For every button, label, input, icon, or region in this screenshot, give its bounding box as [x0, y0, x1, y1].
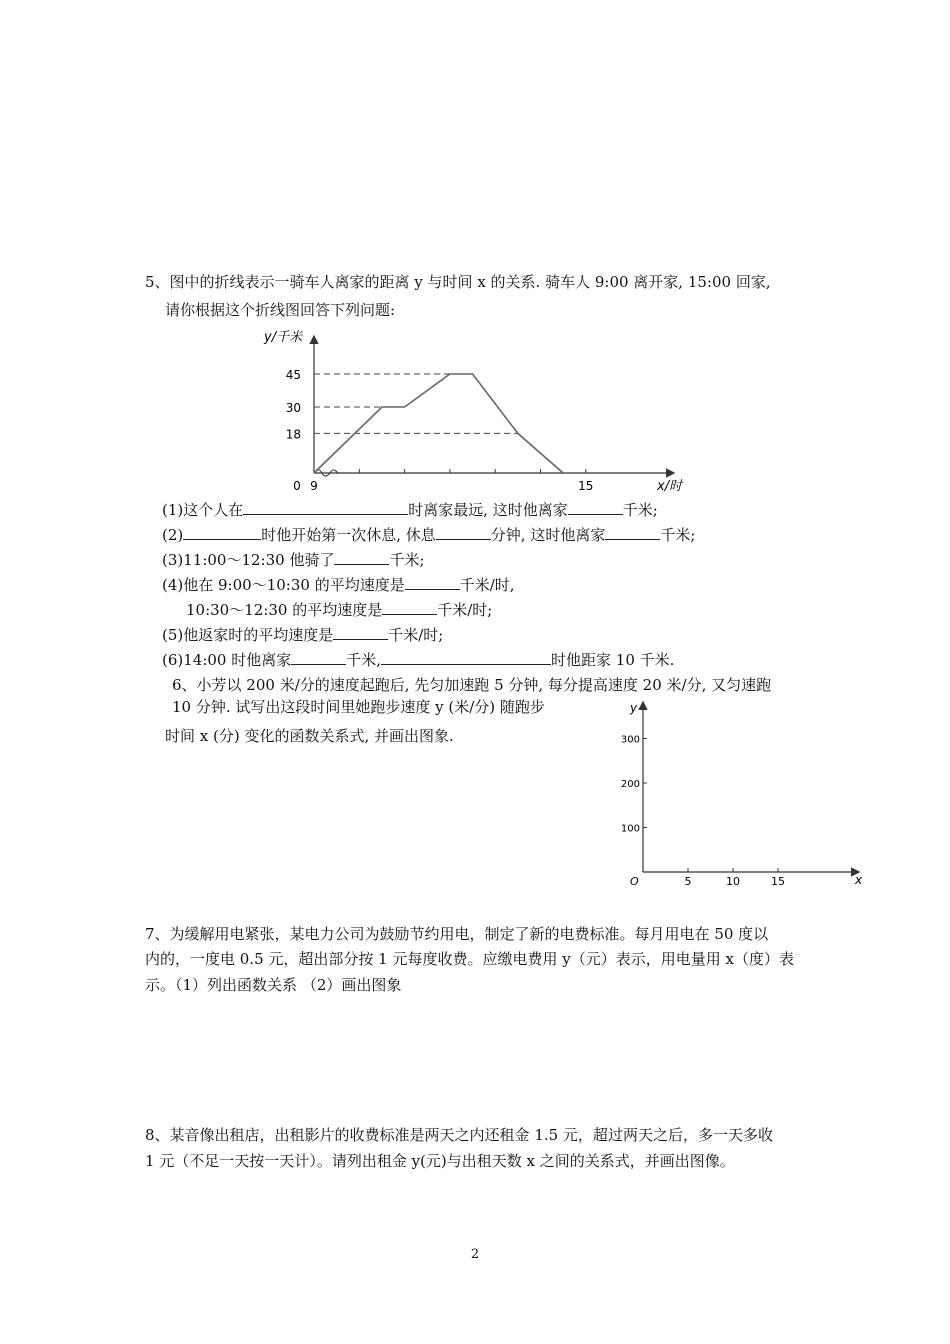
q7-line1: 7、为缓解用电紧张，某电力公司为鼓励节约用电，制定了新的电费标准。每月用电在 50 度以: [145, 925, 769, 943]
q7-line3: 示。（1）列出函数关系 （2）画出图象: [145, 976, 402, 994]
q5-part3: [162, 550, 425, 570]
q5-blank-5[interactable]: [605, 525, 660, 540]
q8-line2: 1 元（不足一天按一天计）。请列出租金 y(元)与出租天数 x 之间的关系式，并画出图像。: [145, 1152, 735, 1170]
q5-chart-labels: [263, 330, 684, 494]
q5-p4c: 10:30～12:30 的平均速度是: [186, 601, 383, 619]
y-tick-label-300: 300: [620, 734, 640, 746]
q5-part4b: [186, 600, 492, 620]
q5-blank-11[interactable]: [381, 650, 551, 665]
q5-part4: [162, 575, 515, 595]
q5-blank-3[interactable]: [183, 525, 261, 540]
x-tick-label-15: 15: [771, 875, 785, 888]
q5-part5: [162, 625, 443, 645]
x-tick-label-10: 10: [726, 875, 740, 888]
origin-label: 0: [293, 479, 301, 493]
q5-blank-4[interactable]: [436, 525, 491, 540]
q6-chart: [615, 695, 870, 895]
y-tick-label-45: 45: [285, 368, 301, 382]
q5-part6: [162, 650, 674, 670]
q5-p3b: 千米;: [389, 551, 425, 569]
q5-blank-1[interactable]: [243, 500, 408, 515]
y-tick-label-30: 30: [285, 401, 301, 415]
x-axis-label: x: [855, 873, 863, 887]
q5-part2: [162, 525, 695, 545]
q5-p1a: (1)这个人在: [162, 501, 244, 519]
x-tick-label-15: 15: [578, 479, 594, 493]
q5-p2a: (2): [162, 526, 184, 544]
q5-p2c: 分钟, 这时他离家: [490, 526, 606, 544]
q5-line2: 请你根据这个折线图回答下列问题:: [165, 301, 396, 319]
q5-p2d: 千米;: [660, 526, 696, 544]
q6-chart-axes: [643, 703, 858, 872]
q5-part1: [162, 500, 658, 520]
q5-blank-10[interactable]: [291, 650, 346, 665]
q5-p4a: (4)他在 9:00～10:30 的平均速度是: [162, 576, 405, 594]
q6-line1: 6、小芳以 200 米/分的速度起跑后, 先匀加速跑 5 分钟, 每分提高速度 20 米/分, 又匀速跑: [172, 676, 772, 694]
q5-blank-7[interactable]: [405, 575, 460, 590]
q5-p4b: 千米/时,: [459, 576, 515, 594]
q5-chart-series-line: [314, 374, 563, 473]
y-axis-label: y/千米: [264, 330, 303, 345]
q5-chart-gridlines: [314, 374, 518, 433]
q5-p5a: (5)他返家时的平均速度是: [162, 626, 334, 644]
q6-line2: 10 分钟. 试写出这段时间里她跑步速度 y (米/分) 随跑步: [172, 698, 545, 716]
q5-p6c: 时他距家 10 千米.: [551, 651, 675, 669]
x-tick-label-9: 9: [310, 479, 318, 493]
q5-blank-8[interactable]: [382, 600, 437, 615]
q5-blank-2[interactable]: [568, 500, 623, 515]
q5-chart: [255, 325, 695, 500]
y-tick-label-200: 200: [620, 779, 640, 790]
y-tick-label-100: 100: [620, 823, 640, 835]
page-number: 2: [470, 1247, 480, 1262]
x-tick-label-5: 5: [684, 875, 692, 888]
q5-p3a: (3)11:00～12:30 他骑了: [162, 551, 335, 569]
q5-p1b: 时离家最远, 这时他离家: [408, 501, 568, 519]
q7-line2: 内的，一度电 0.5 元，超出部分按 1 元每度收费。应缴电费用 y（元）表示，用电量用 x（度）表: [145, 950, 794, 968]
x-axis-label: x/时: [657, 479, 683, 494]
q5-p6b: 千米,: [346, 651, 382, 669]
q6-chart-labels: [621, 701, 863, 888]
y-tick-label-18: 18: [285, 427, 301, 442]
q5-p1c: 千米;: [622, 501, 658, 519]
q5-blank-9[interactable]: [333, 625, 388, 640]
origin-label: O: [630, 875, 639, 888]
q5-blank-6[interactable]: [334, 550, 389, 565]
q5-p5b: 千米/时;: [388, 626, 444, 644]
q6-line3: 时间 x (分) 变化的函数关系式, 并画出图象.: [165, 727, 454, 745]
q5-p2b: 时他开始第一次休息, 休息: [261, 526, 436, 544]
y-axis-label: y: [630, 701, 638, 715]
q5-p6a: (6)14:00 时他离家: [162, 651, 292, 669]
q8-line1: 8、某音像出租店，出租影片的收费标准是两天之内还租金 1.5 元，超过两天之后，多一天多收: [145, 1126, 773, 1144]
q5-line1: 5、图中的折线表示一骑车人离家的距离 y 与时间 x 的关系. 骑车人 9:00 离开家, 15:00 回家,: [145, 273, 771, 291]
q5-p4d: 千米/时;: [437, 601, 493, 619]
